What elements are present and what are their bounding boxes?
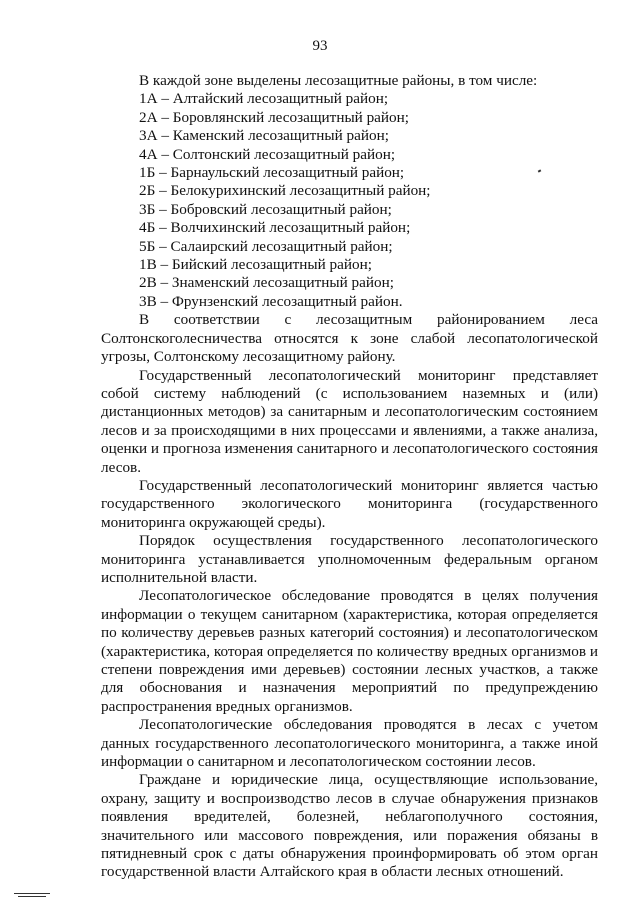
zoning-paragraph: В соответствии с лесозащитным районированием леса Солтонскоголесничества относятся к зоне слабой лесопатологической угрозы, Солтонскому лесозащитному району. <box>101 311 598 366</box>
survey-conduct-paragraph: Лесопатологические обследования проводятся в лесах с учетом данных государственного лесопатологического мониторинга, а также иной информации о санитарном и лесопатологическом состоянии лесов. <box>101 716 598 771</box>
district-item: 5Б – Салаирский лесозащитный район; <box>139 237 393 255</box>
monitoring-procedure-paragraph: Порядок осуществления государственного лесопатологического мониторинга устанавливается уполномоченным федеральным органом исполнительной власти. <box>101 532 598 586</box>
district-item: 3Б – Бобровский лесозащитный район; <box>139 200 392 218</box>
footer-rule <box>14 893 50 894</box>
survey-purpose-paragraph: Лесопатологическое обследование проводятся в целях получения информации о текущем санитарном (характеристика, которая определяется по количеству деревьев разных категорий состояния) и лесопатологическом (характеристика, которая определяется по количеству вредных организмов и степени повреждения ими деревьев) состоянии лесных участков, а также для обоснования и назначения мероприятий по предупреждению распространения вредных организмов. <box>101 587 598 715</box>
district-item: 2Б – Белокурихинский лесозащитный район; <box>139 182 431 200</box>
district-item: 4Б – Волчихинский лесозащитный район; <box>139 219 411 237</box>
district-item: 2А – Боровлянский лесозащитный район; <box>139 108 409 126</box>
district-item: 1Б – Барнаульский лесозащитный район; <box>139 164 405 182</box>
district-item: 4А – Солтонский лесозащитный район; <box>139 145 396 163</box>
district-item: 2В – Знаменский лесозащитный район; <box>139 274 394 292</box>
monitoring-definition-paragraph: Государственный лесопатологический мониторинг представляет собой систему наблюдений (с использованием наземных и (или) дистанционных методов) за санитарным и лесопатологическим состоянием лесов и за происходящими в них процессами и явлениями, а также анализа, оценки и прогноза изменения санитарного и лесопатологического состояния лесов. <box>101 366 598 476</box>
district-item: 3А – Каменский лесозащитный район; <box>139 127 389 145</box>
district-item: 1А – Алтайский лесозащитный район; <box>139 90 389 108</box>
page-number: 93 <box>312 38 328 54</box>
intro-paragraph: В каждой зоне выделены лесозащитные районы, в том числе: <box>139 72 538 89</box>
citizens-obligation-paragraph: Граждане и юридические лица, осуществляющие использование, охрану, защиту и воспроизводство лесов в случае обнаружения признаков появления вредителей, болезней, неблагополучного состояния, значительного или массового повреждения, или поражения обязаны в пятидневный срок с даты обнаружения проинформировать об этом орган государственной власти Алтайского края в области лесных отношений. <box>101 771 598 881</box>
district-item: 1В – Бийский лесозащитный район; <box>139 256 372 274</box>
document-body <box>101 72 598 882</box>
district-list <box>101 90 598 311</box>
footer-rule-short <box>18 896 46 897</box>
district-item: 3В – Фрунзенский лесозащитный район. <box>139 292 403 310</box>
monitoring-part-paragraph: Государственный лесопатологический мониторинг является частью государственного экологического мониторинга (государственного мониторинга окружающей среды). <box>101 476 598 531</box>
